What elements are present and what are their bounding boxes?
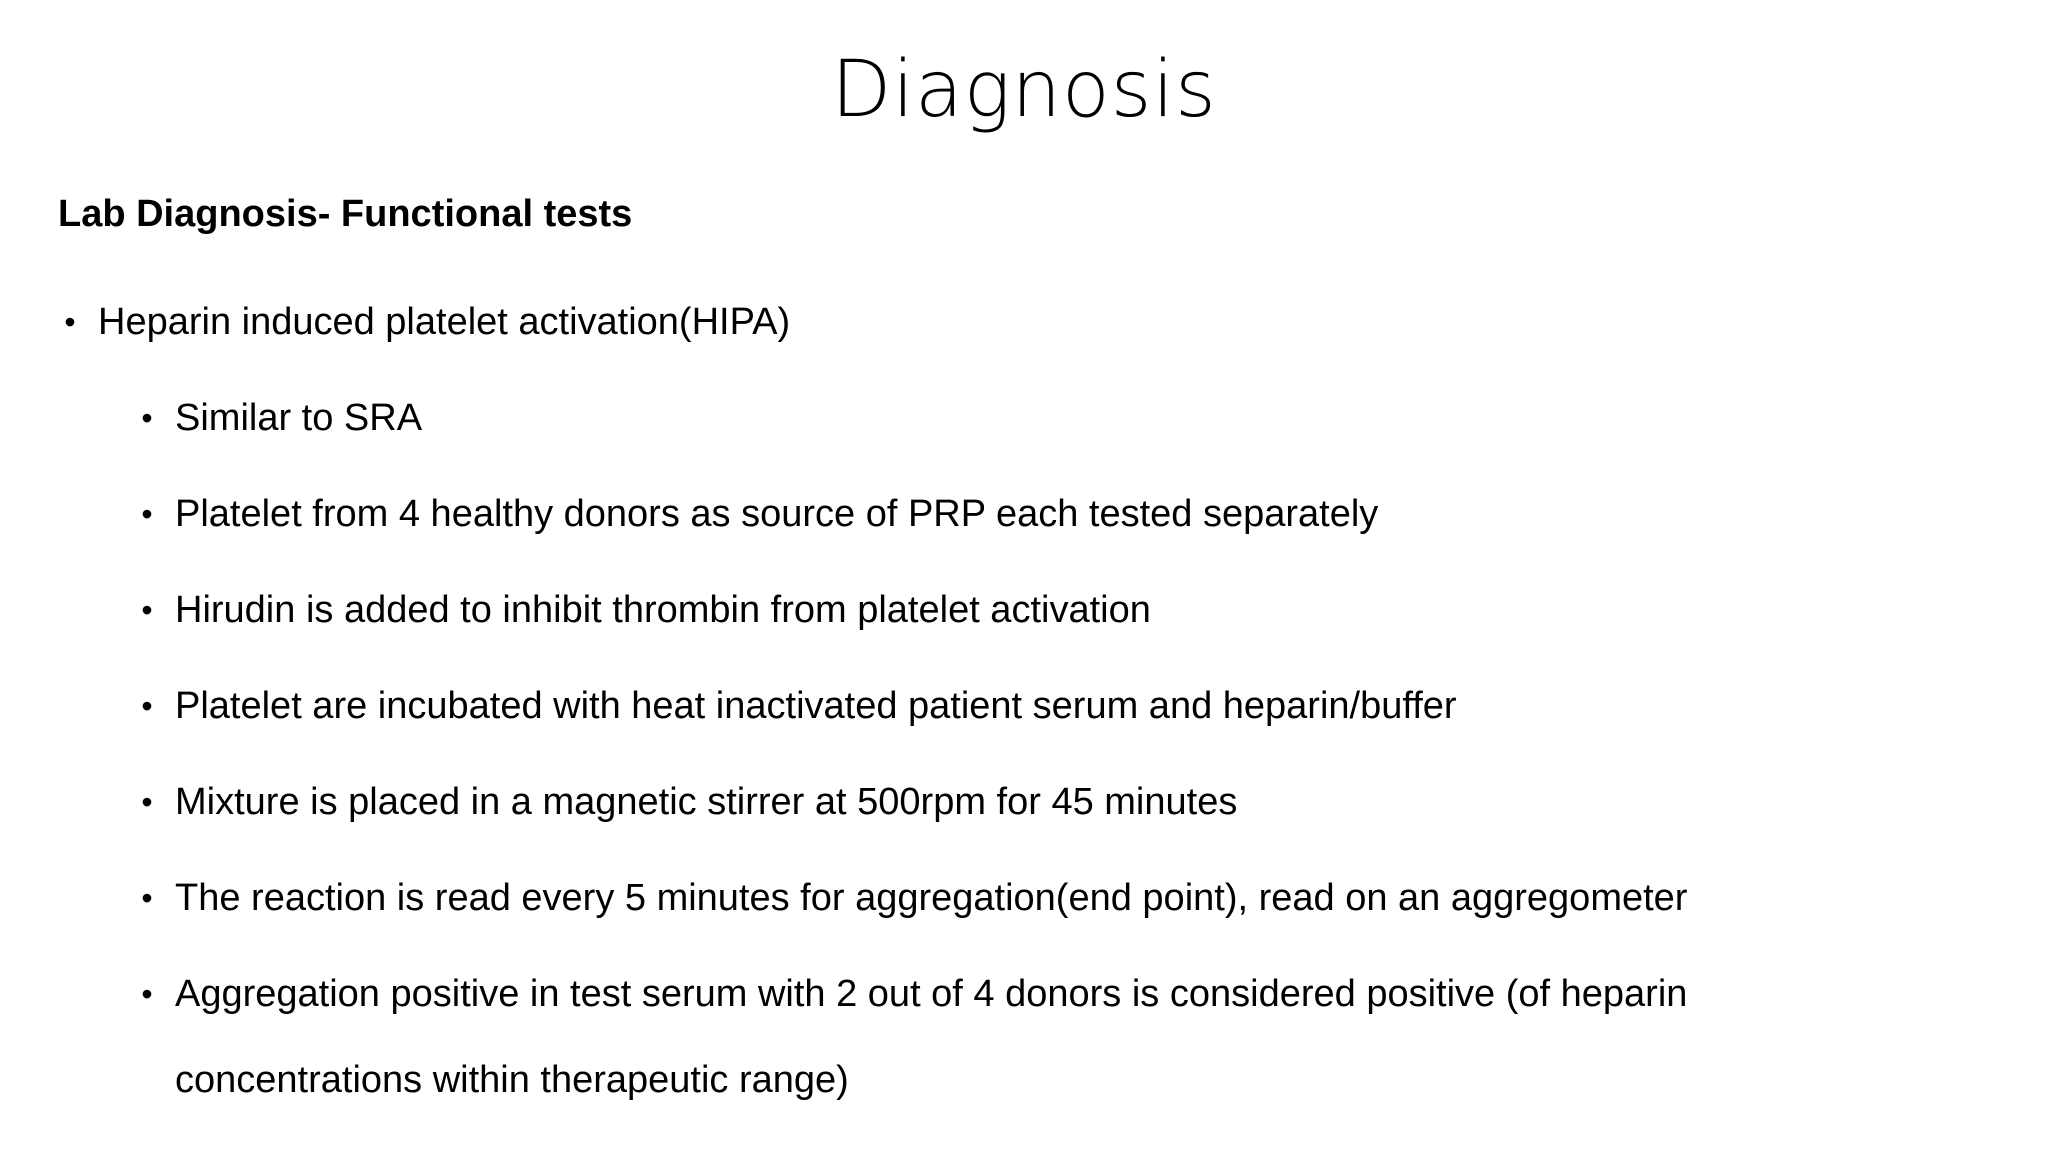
bullet-text: Platelet are incubated with heat inactivated patient serum and heparin/buffer [175,685,1457,727]
bullet-text-line: concentrations within therapeutic range) [175,1059,849,1101]
list-item [141,968,1688,1106]
bullet-icon: • [141,880,153,916]
list-item [141,392,423,444]
bullet-icon: • [141,784,153,820]
bullet-text: The reaction is read every 5 minutes for aggregation(end point), read on an aggregometer [175,877,1688,919]
bullet-text: Platelet from 4 healthy donors as source of PRP each tested separately [175,493,1379,535]
bullet-text: Heparin induced platelet activation(HIPA) [98,301,791,343]
list-item [141,776,1238,828]
bullet-icon: • [141,400,153,436]
bullet-text: Similar to SRA [175,397,423,439]
slide-title: Diagnosis [831,45,1217,135]
bullet-icon: • [141,976,153,1012]
bullet-text: Mixture is placed in a magnetic stirrer at 500rpm for 45 minutes [175,781,1238,823]
list-item [141,488,1379,540]
list-item [141,872,1688,924]
bullet-icon: • [64,304,76,340]
list-item [141,680,1457,732]
bullet-text-line: Aggregation positive in test serum with 2 out of 4 donors is considered positive (of heparin [175,973,1688,1015]
bullet-icon: • [141,592,153,628]
bullet-icon: • [141,688,153,724]
list-item-hipa [64,296,791,348]
bullet-text: Hirudin is added to inhibit thrombin from platelet activation [175,589,1151,631]
list-item [141,584,1151,636]
section-heading: Lab Diagnosis- Functional tests [58,193,633,235]
bullet-icon: • [141,496,153,532]
